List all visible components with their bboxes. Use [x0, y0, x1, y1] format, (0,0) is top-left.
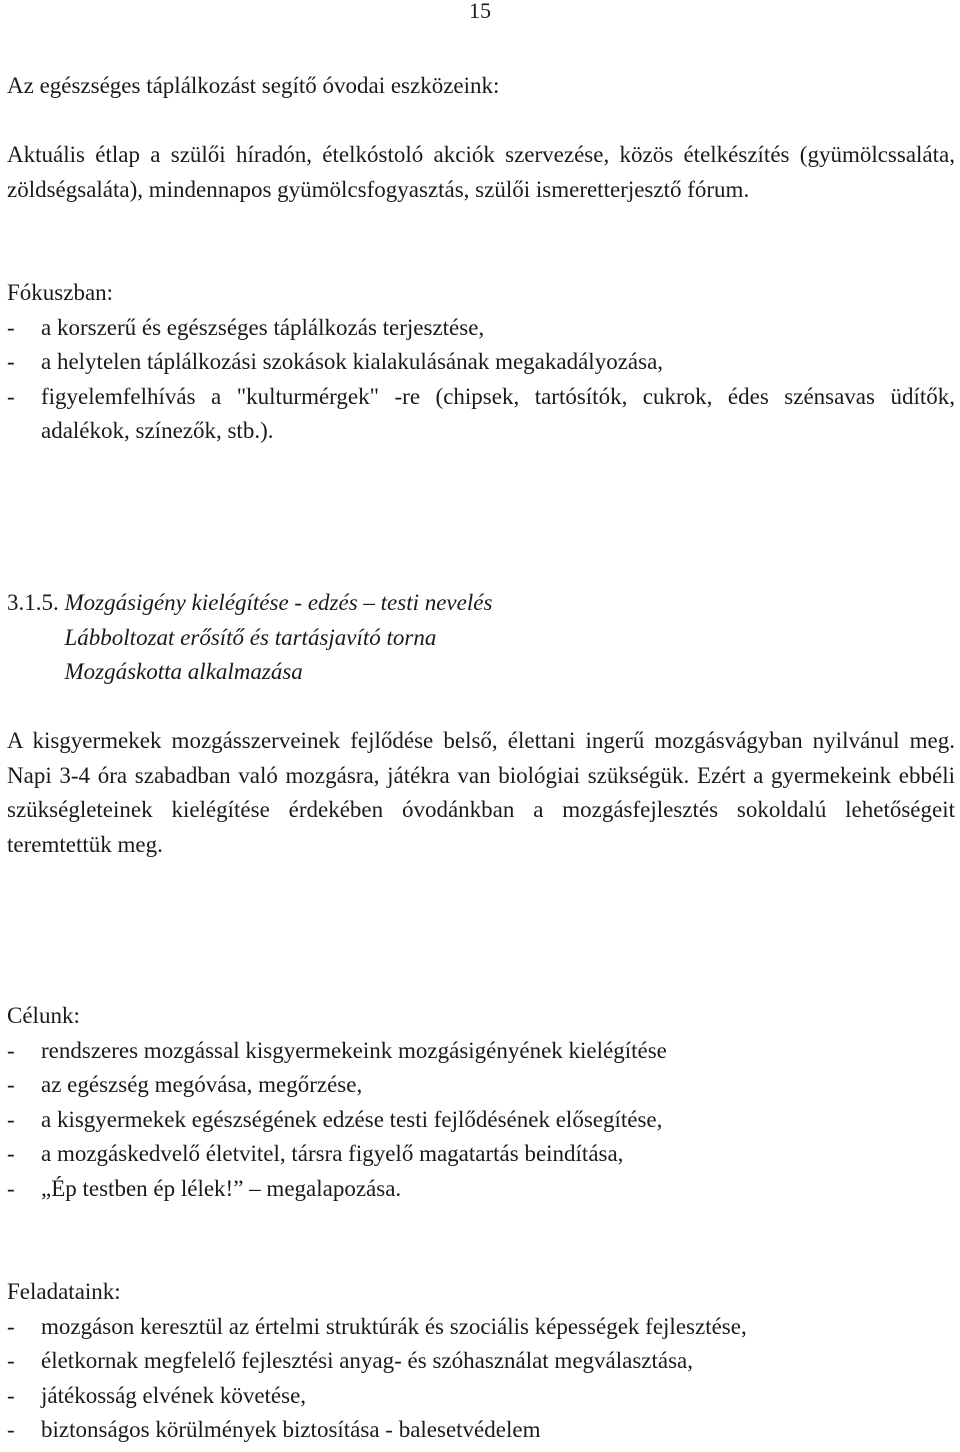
bullet-dash: -	[7, 1348, 15, 1373]
task-item	[7, 1413, 955, 1448]
goals-title: Célunk:	[7, 1003, 80, 1028]
bullet-dash: -	[7, 1417, 15, 1442]
goal-item-text: rendszeres mozgással kisgyermekeink mozgásigényének kielégítése	[41, 1037, 667, 1063]
goal-item	[7, 1172, 955, 1207]
bullet-dash: -	[7, 314, 15, 340]
bullet-dash: -	[7, 1072, 15, 1097]
bullet-dash: -	[7, 1141, 15, 1166]
focus-section	[7, 276, 955, 449]
bullet-dash: -	[7, 1175, 15, 1201]
focus-item	[7, 311, 955, 346]
tasks-title: Feladataink:	[7, 1279, 121, 1304]
focus-item	[7, 380, 955, 449]
goal-item	[7, 1137, 955, 1172]
task-item-text: mozgáson keresztül az értelmi struktúrák és szociális képességek fejlesztése,	[41, 1313, 747, 1339]
focus-item	[7, 345, 955, 380]
intro-paragraph: A kisgyermekek mozgásszerveinek fejlődése belső, élettani ingerű mozgásvágyban nyilvánul meg. Napi 3-4 óra szabadban való mozgásra, játékra van biológiai szükségük. Ezért a gyermekeink ebbéli szükségleteinek kielégítése érdekében óvodánkban a mozgásfejlesztés sokoldalú lehetőségeit teremtettük meg.	[7, 728, 955, 857]
goal-item-text: a mozgáskedvelő életvitel, társra figyelő magatartás beindítása,	[41, 1141, 624, 1166]
task-item-text: játékosság elvének követése,	[41, 1382, 307, 1408]
tools-title: Az egészséges táplálkozást segítő óvodai eszközeink:	[7, 73, 500, 98]
section-title-line: Mozgáskotta alkalmazása	[64, 659, 303, 684]
section-number: 3.1.5.	[7, 590, 65, 615]
intro-block	[7, 724, 955, 862]
focus-title: Fókuszban:	[7, 280, 114, 305]
tools-body: Aktuális étlap a szülői híradón, ételkóstoló akciók szervezése, közös ételkészítés (gyümölcssaláta, zöldségsaláta), mindennapos gyümölcsfogyasztás, szülői ismeretterjesztő fórum.	[7, 142, 955, 202]
bullet-dash: -	[7, 1106, 15, 1132]
focus-item-text: a korszerű és egészséges táplálkozás terjesztése,	[41, 314, 485, 340]
bullet-dash: -	[7, 383, 15, 409]
bullet-dash: -	[7, 1313, 15, 1339]
goal-item	[7, 1034, 955, 1069]
focus-item-text: a helytelen táplálkozási szokások kialakulásának megakadályozása,	[41, 349, 664, 374]
bullet-dash: -	[7, 349, 15, 374]
goal-item-text: az egészség megóvása, megőrzése,	[41, 1072, 363, 1097]
task-item-text: életkornak megfelelő fejlesztési anyag- és szóhasználat megválasztása,	[41, 1348, 694, 1373]
bullet-dash: -	[7, 1382, 15, 1408]
task-item	[7, 1310, 955, 1345]
task-item	[7, 1379, 955, 1414]
tools-section	[7, 69, 955, 104]
tools-body-block	[7, 138, 955, 207]
task-item-text: biztonságos körülmények biztosítása - balesetvédelem	[41, 1417, 541, 1442]
focus-item-text: figyelemfelhívás a "kulturmérgek" -re (chipsek, tartósítók, cukrok, édes szénsavas üdítők, adalékok, színezők, stb.).	[41, 383, 955, 443]
goals-section	[7, 999, 955, 1206]
tasks-section	[7, 1275, 955, 1448]
goal-item-text: a kisgyermekek egészségének edzése testi fejlődésének elősegítése,	[41, 1106, 663, 1132]
goal-item-text: „Ép testben ép lélek!” – megalapozása.	[41, 1175, 402, 1201]
bullet-dash: -	[7, 1037, 15, 1063]
section-titles	[65, 586, 493, 690]
goal-item	[7, 1103, 955, 1138]
section-title-line: Lábboltozat erősítő és tartásjavító torna	[64, 624, 437, 650]
goal-item	[7, 1068, 955, 1103]
section-title-line: Mozgásigény kielégítése - edzés – testi nevelés	[64, 590, 493, 615]
task-item	[7, 1344, 955, 1379]
page-number: 15	[469, 0, 491, 23]
section-heading-3-1-5	[7, 586, 955, 690]
